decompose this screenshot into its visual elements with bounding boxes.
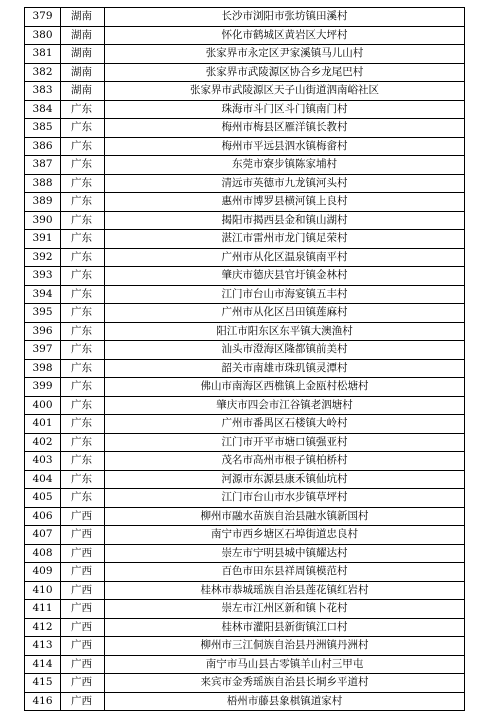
- row-village-name: 揭阳市揭西县金和镇山湖村: [105, 211, 465, 230]
- row-village-name: 汕头市澄海区隆都镇前美村: [105, 341, 465, 360]
- row-village-name: 广州市从化区温泉镇南平村: [105, 248, 465, 267]
- row-province: 广东: [61, 452, 105, 471]
- row-province: 广东: [61, 230, 105, 249]
- row-number: 399: [25, 378, 61, 397]
- row-village-name: 江门市台山市水步镇草坪村: [105, 489, 465, 508]
- row-number: 412: [25, 618, 61, 637]
- row-province: 广西: [61, 563, 105, 582]
- row-number: 383: [25, 82, 61, 101]
- table-row: [25, 156, 465, 175]
- row-number: 398: [25, 359, 61, 378]
- row-number: 387: [25, 156, 61, 175]
- row-province: 广东: [61, 304, 105, 323]
- row-village-name: 佛山市南海区西樵镇上金瓯村松塘村: [105, 378, 465, 397]
- table-row: [25, 230, 465, 249]
- table-row: [25, 378, 465, 397]
- row-number: 388: [25, 174, 61, 193]
- row-number: 392: [25, 248, 61, 267]
- table-row: [25, 248, 465, 267]
- row-number: 382: [25, 63, 61, 82]
- row-province: 广东: [61, 285, 105, 304]
- table-row: [25, 396, 465, 415]
- row-province: 广东: [61, 156, 105, 175]
- table-row: [25, 8, 465, 27]
- table-row: [25, 137, 465, 156]
- row-province: 广东: [61, 174, 105, 193]
- row-number: 397: [25, 341, 61, 360]
- row-number: 415: [25, 674, 61, 693]
- row-village-name: 南宁市马山县古零镇羊山村三甲屯: [105, 655, 465, 674]
- table-row: [25, 637, 465, 656]
- row-village-name: 柳州市融水苗族自治县融水镇新国村: [105, 507, 465, 526]
- row-number: 380: [25, 26, 61, 45]
- row-province: 广西: [61, 618, 105, 637]
- row-province: 广西: [61, 655, 105, 674]
- row-province: 广东: [61, 137, 105, 156]
- row-village-name: 茂名市高州市根子镇柏桥村: [105, 452, 465, 471]
- row-province: 广东: [61, 267, 105, 286]
- row-village-name: 桂林市灌阳县新街镇江口村: [105, 618, 465, 637]
- row-province: 广东: [61, 100, 105, 119]
- row-village-name: 广州市从化区吕田镇莲麻村: [105, 304, 465, 323]
- row-village-name: 来宾市金秀瑶族自治县长垌乡平道村: [105, 674, 465, 693]
- row-village-name: 柳州市三江侗族自治县丹洲镇丹洲村: [105, 637, 465, 656]
- row-village-name: 南宁市西乡塘区石埠街道忠良村: [105, 526, 465, 545]
- table-row: [25, 119, 465, 138]
- row-village-name: 桂林市恭城瑶族自治县莲花镇红岩村: [105, 581, 465, 600]
- row-village-name: 梅州市梅县区雁洋镇长教村: [105, 119, 465, 138]
- table-row: [25, 415, 465, 434]
- row-province: 广西: [61, 637, 105, 656]
- village-list-table: [24, 7, 465, 711]
- table-row: [25, 285, 465, 304]
- row-village-name: 江门市台山市海宴镇五丰村: [105, 285, 465, 304]
- row-number: 384: [25, 100, 61, 119]
- row-number: 386: [25, 137, 61, 156]
- table-row: [25, 544, 465, 563]
- row-province: 广东: [61, 470, 105, 489]
- row-province: 湖南: [61, 26, 105, 45]
- row-village-name: 江门市开平市塘口镇强亚村: [105, 433, 465, 452]
- row-province: 广西: [61, 600, 105, 619]
- row-number: 389: [25, 193, 61, 212]
- row-number: 407: [25, 526, 61, 545]
- row-village-name: 广州市番禺区石楼镇大岭村: [105, 415, 465, 434]
- row-village-name: 张家界市武陵源区协合乡龙尾巴村: [105, 63, 465, 82]
- row-village-name: 韶关市南雄市珠玑镇灵潭村: [105, 359, 465, 378]
- row-village-name: 梅州市平远县泗水镇梅畲村: [105, 137, 465, 156]
- row-village-name: 崇左市江州区新和镇卜花村: [105, 600, 465, 619]
- row-village-name: 张家界市武陵源区天子山街道泗南峪社区: [105, 82, 465, 101]
- row-number: 408: [25, 544, 61, 563]
- table-row: [25, 507, 465, 526]
- table-row: [25, 211, 465, 230]
- table-row: [25, 82, 465, 101]
- row-number: 406: [25, 507, 61, 526]
- row-village-name: 百色市田东县祥周镇模范村: [105, 563, 465, 582]
- row-village-name: 崇左市宁明县城中镇耀达村: [105, 544, 465, 563]
- table-row: [25, 100, 465, 119]
- table-row: [25, 304, 465, 323]
- row-province: 广东: [61, 248, 105, 267]
- row-province: 湖南: [61, 45, 105, 64]
- row-province: 广东: [61, 193, 105, 212]
- row-village-name: 惠州市博罗县横河镇上良村: [105, 193, 465, 212]
- row-number: 410: [25, 581, 61, 600]
- table-row: [25, 489, 465, 508]
- table-row: [25, 322, 465, 341]
- row-province: 广东: [61, 415, 105, 434]
- row-province: 广东: [61, 378, 105, 397]
- row-village-name: 肇庆市四会市江谷镇老泗塘村: [105, 396, 465, 415]
- table-row: [25, 63, 465, 82]
- row-number: 413: [25, 637, 61, 656]
- row-village-name: 怀化市鹤城区黄岩区大坪村: [105, 26, 465, 45]
- table-row: [25, 655, 465, 674]
- row-province: 湖南: [61, 63, 105, 82]
- row-province: 广东: [61, 211, 105, 230]
- row-number: 411: [25, 600, 61, 619]
- table-row: [25, 26, 465, 45]
- row-province: 湖南: [61, 82, 105, 101]
- row-province: 广东: [61, 396, 105, 415]
- row-province: 广西: [61, 581, 105, 600]
- row-number: 414: [25, 655, 61, 674]
- table-row: [25, 674, 465, 693]
- row-province: 广东: [61, 489, 105, 508]
- row-village-name: 阳江市阳东区东平镇大澳渔村: [105, 322, 465, 341]
- table-row: [25, 452, 465, 471]
- table-row: [25, 526, 465, 545]
- row-province: 广东: [61, 359, 105, 378]
- row-number: 409: [25, 563, 61, 582]
- row-number: 395: [25, 304, 61, 323]
- table-row: [25, 563, 465, 582]
- row-province: 广西: [61, 507, 105, 526]
- row-province: 广西: [61, 692, 105, 711]
- table-row: [25, 341, 465, 360]
- row-number: 405: [25, 489, 61, 508]
- row-village-name: 长沙市浏阳市张坊镇田溪村: [105, 8, 465, 27]
- row-number: 403: [25, 452, 61, 471]
- table-body: [25, 8, 465, 711]
- table-row: [25, 45, 465, 64]
- row-village-name: 珠海市斗门区斗门镇南门村: [105, 100, 465, 119]
- row-province: 广东: [61, 341, 105, 360]
- table-row: [25, 433, 465, 452]
- table-row: [25, 267, 465, 286]
- row-village-name: 河源市东源县康禾镇仙坑村: [105, 470, 465, 489]
- row-village-name: 张家界市永定区尹家溪镇马儿山村: [105, 45, 465, 64]
- row-number: 400: [25, 396, 61, 415]
- row-province: 广西: [61, 674, 105, 693]
- row-number: 416: [25, 692, 61, 711]
- row-number: 390: [25, 211, 61, 230]
- row-province: 广西: [61, 526, 105, 545]
- row-province: 广东: [61, 433, 105, 452]
- row-number: 379: [25, 8, 61, 27]
- row-number: 393: [25, 267, 61, 286]
- row-province: 广西: [61, 544, 105, 563]
- table-row: [25, 193, 465, 212]
- row-number: 385: [25, 119, 61, 138]
- row-province: 广东: [61, 119, 105, 138]
- table-row: [25, 470, 465, 489]
- table-row: [25, 359, 465, 378]
- row-province: 湖南: [61, 8, 105, 27]
- row-village-name: 清远市英德市九龙镇河头村: [105, 174, 465, 193]
- row-village-name: 东莞市寮步镇陈家埔村: [105, 156, 465, 175]
- row-number: 381: [25, 45, 61, 64]
- table-row: [25, 600, 465, 619]
- row-village-name: 肇庆市德庆县官圩镇金林村: [105, 267, 465, 286]
- row-number: 402: [25, 433, 61, 452]
- row-village-name: 梧州市藤县象棋镇道家村: [105, 692, 465, 711]
- table-row: [25, 618, 465, 637]
- row-village-name: 湛江市雷州市龙门镇足荣村: [105, 230, 465, 249]
- row-number: 396: [25, 322, 61, 341]
- table-row: [25, 581, 465, 600]
- row-province: 广东: [61, 322, 105, 341]
- table-row: [25, 174, 465, 193]
- row-number: 401: [25, 415, 61, 434]
- row-number: 391: [25, 230, 61, 249]
- table-row: [25, 692, 465, 711]
- row-number: 394: [25, 285, 61, 304]
- row-number: 404: [25, 470, 61, 489]
